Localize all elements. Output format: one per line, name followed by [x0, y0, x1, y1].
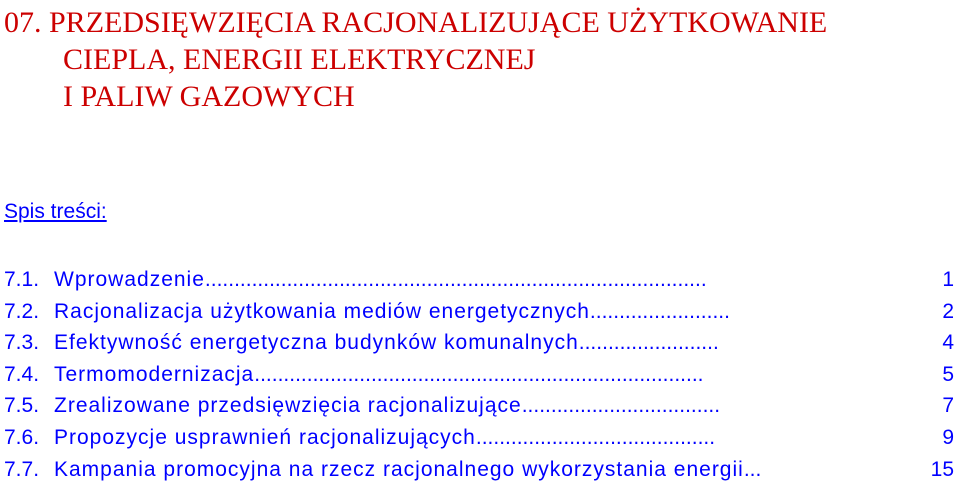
toc-entry-7-5[interactable]	[4, 390, 954, 422]
chapter-title-line-3: I PALIW GAZOWYCH	[63, 80, 355, 113]
toc-entry-page: 4	[942, 331, 954, 355]
toc-entry-title: Wprowadzenie	[54, 268, 205, 291]
toc-entry-number: 7.5.	[4, 394, 40, 418]
toc-entry-7-7[interactable]	[4, 454, 954, 486]
toc-entry-title: Racjonalizacja użytkowania mediów energetycznych	[54, 299, 590, 323]
toc-entry-leader: ........................	[589, 299, 730, 323]
chapter-title	[4, 4, 960, 115]
toc-heading: Spis treści:	[4, 200, 107, 223]
toc-entry-leader: .........................................	[475, 425, 716, 449]
toc-entry-page: 7	[942, 394, 954, 418]
toc-entry-page: 2	[942, 299, 954, 323]
toc-entry-leader: ........................	[578, 331, 719, 355]
toc-entry-7-6[interactable]	[4, 422, 954, 454]
toc-entry-page: 15	[930, 457, 954, 481]
toc-entry-number: 7.4.	[4, 362, 40, 386]
chapter-title-line-1: 07. PRZEDSIĘWZIĘCIA RACJONALIZUJĄCE UŻYTKOWANIE	[4, 6, 828, 39]
toc-entry-page: 9	[942, 425, 954, 449]
toc-entry-page: 5	[942, 362, 954, 386]
toc-entry-leader: ...	[743, 457, 762, 481]
toc-entry-7-3[interactable]	[4, 327, 954, 359]
chapter-title-line-2: CIEPLA, ENERGII ELEKTRYCZNEJ	[63, 43, 536, 76]
toc-entry-7-4[interactable]	[4, 359, 954, 391]
toc-entry-leader: ......................................................................................	[204, 268, 707, 291]
toc-entry-title: Kampania promocyjna na rzecz racjonalnego wykorzystania energii	[54, 457, 744, 481]
toc-entry-number: 7.6.	[4, 425, 40, 449]
toc-entry-leader: .............................................................................	[254, 362, 704, 386]
toc-entry-leader: ..................................	[521, 394, 721, 418]
toc-entry-title: Efektywność energetyczna budynków komunalnych	[54, 331, 579, 355]
toc-entry-number: 7.3.	[4, 331, 40, 355]
toc-entry-7-2[interactable]	[4, 296, 954, 328]
toc-entry-7-1[interactable]	[4, 264, 954, 296]
toc-entry-title: Propozycje usprawnień racjonalizujących	[54, 425, 476, 449]
table-of-contents	[4, 264, 954, 485]
toc-entry-number: 7.1.	[4, 268, 40, 291]
toc-entry-number: 7.7.	[4, 457, 40, 481]
toc-entry-page: 1	[942, 268, 954, 291]
toc-entry-number: 7.2.	[4, 299, 40, 323]
toc-entry-title: Termomodernizacja	[54, 362, 255, 386]
toc-entry-title: Zrealizowane przedsięwzięcia racjonalizujące	[54, 394, 522, 418]
